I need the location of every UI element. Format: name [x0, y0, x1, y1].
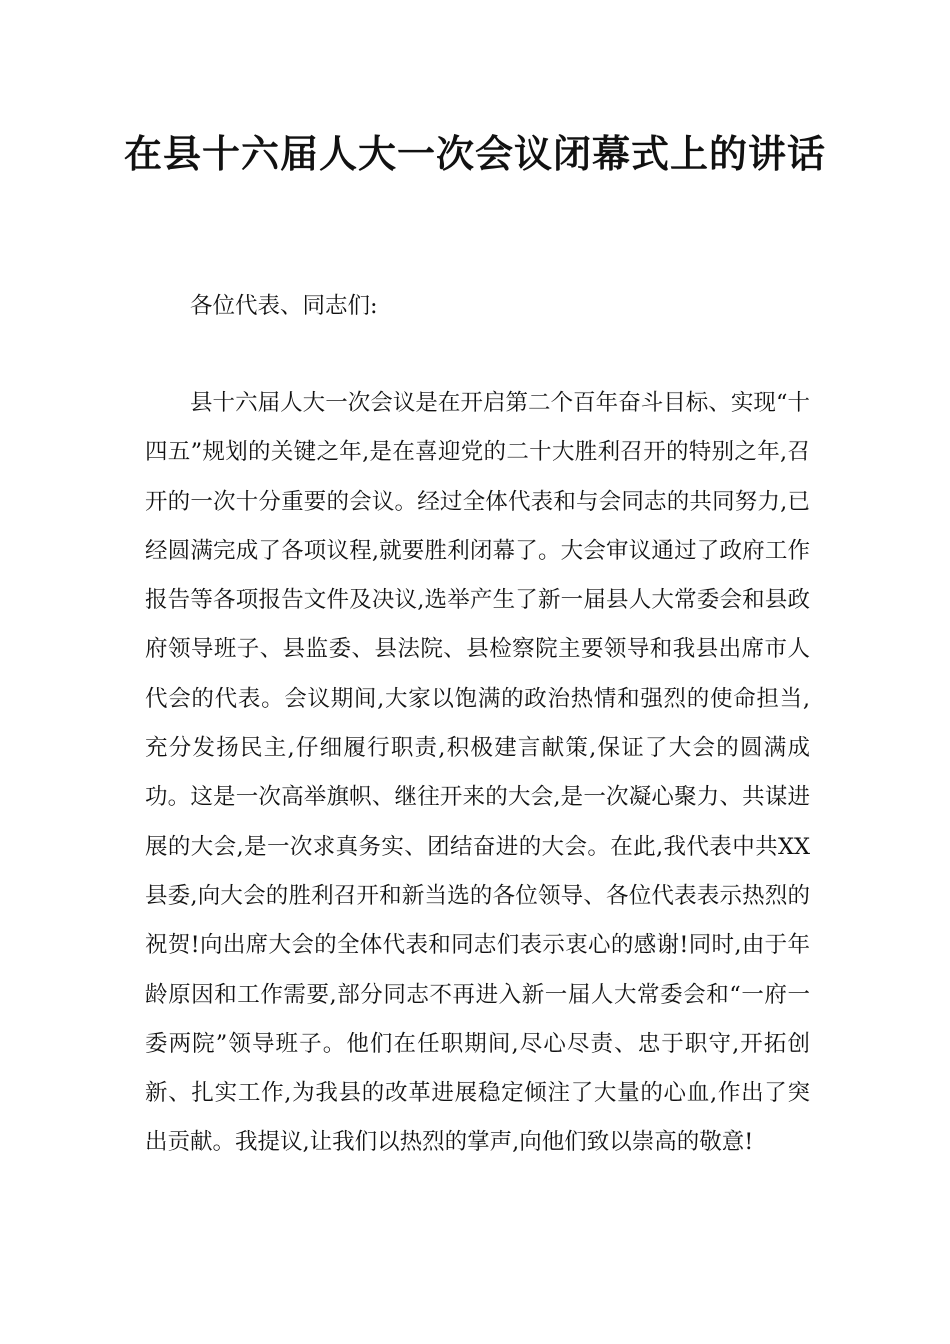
document-title: 在县十六届人大一次会议闭幕式上的讲话 [123, 132, 826, 176]
salutation: 各位代表、同志们: [190, 293, 378, 319]
body-paragraph: 县十六届人大一次会议是在开启第二个百年奋斗目标、实现“十四五”规划的关键之年,是在喜迎党的二十大胜利召开的特别之年,召开的一次十分重要的会议。经过全体代表和与会同志的共同努力,已经圆满完成了各项议程,就要胜利闭幕了。大会审议通过了政府工作报告等各项报告文件及决议,选举产生了新一届县人大常委会和县政府领导班子、县监委、县法院、县检察院主要领导和我县出席市人代会的代表。会议期间,大家以饱满的政治热情和强烈的使命担当,充分发扬民主,仔细履行职责,积极建言献策,保证了大会的圆满成功。这是一次高举旗帜、继往开来的大会,是一次凝心聚力、共谋进展的大会,是一次求真务实、团结奋进的大会。在此,我代表中共XX县委,向大会的胜利召开和新当选的各位领导、各位代表表示热烈的祝贺!向出席大会的全体代表和同志们表示衷心的感谢!同时,由于年龄原因和工作需要,部分同志不再进入新一届人大常委会和“一府一委两院”领导班子。他们在任职期间,尽心尽责、忠于职守,开拓创新、扎实工作,为我县的改革进展稳定倾注了大量的心血,作出了突出贡献。我提议,让我们以热烈的掌声,向他们致以崇高的敬意! [145, 390, 810, 1156]
